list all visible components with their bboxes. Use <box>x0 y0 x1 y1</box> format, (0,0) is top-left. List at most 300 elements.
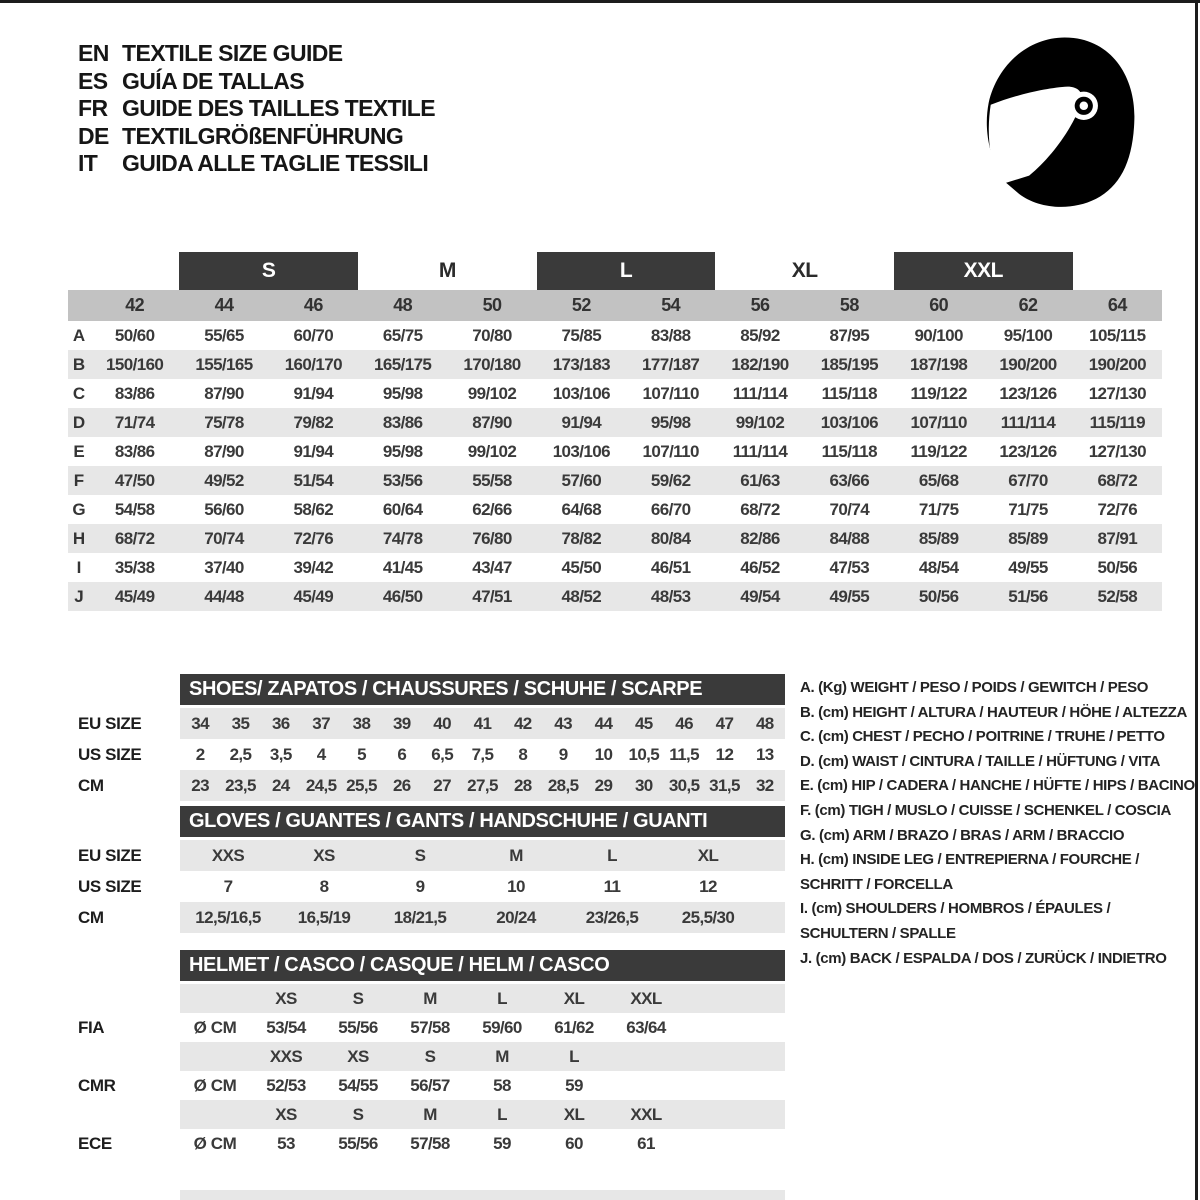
table-cell: 25,5/30 <box>681 907 735 927</box>
label-spacer <box>78 984 180 1013</box>
table-cell: 173/183 <box>552 354 610 374</box>
table-cell: 44/48 <box>204 586 244 606</box>
table-cell: 60/70 <box>293 325 334 345</box>
fia-sizes-row <box>78 984 785 1013</box>
table-cell: 72/76 <box>293 528 334 548</box>
table-cell: 12 <box>699 876 717 896</box>
table-cell: 44 <box>594 713 613 733</box>
table-cell: 150/160 <box>106 354 164 374</box>
row-label: D <box>72 412 86 432</box>
table-cell: 48 <box>393 295 413 315</box>
lang-code: EN <box>78 40 109 67</box>
table-cell: 47/50 <box>114 470 155 490</box>
table-row-e <box>68 437 1162 466</box>
shoes-header-row <box>78 674 785 708</box>
table-cell: 54 <box>661 295 681 315</box>
eu-size-label: EU SIZE <box>78 713 142 733</box>
table-cell: 83/86 <box>114 441 155 461</box>
table-cell: XXS <box>269 1046 303 1066</box>
size-group-cells <box>90 252 1162 290</box>
table-cell: L <box>497 988 507 1008</box>
table-cell: XL <box>563 988 585 1008</box>
table-cell: 70/74 <box>204 528 244 548</box>
table-cell: 49/55 <box>829 586 870 606</box>
table-cell: 61/63 <box>740 470 780 490</box>
table-cell: 160/170 <box>284 354 342 374</box>
table-cell: 82/86 <box>740 528 780 548</box>
row-label: A <box>72 325 86 345</box>
table-cell: 4 <box>316 744 326 764</box>
table-cell: M <box>495 1046 509 1066</box>
table-cell: 182/190 <box>731 354 789 374</box>
table-cell: S <box>352 1104 364 1124</box>
table-cell: 70/74 <box>829 499 870 519</box>
table-cell: 115/118 <box>821 383 878 403</box>
table-cell: 56/57 <box>410 1075 450 1095</box>
table-cell: H. (cm) INSIDE LEG / ENTREPIERNA / FOURCHE / <box>800 851 1140 869</box>
page-top-border <box>0 0 1200 3</box>
table-cell: 57/60 <box>561 470 602 490</box>
table-cell: 54/58 <box>114 499 155 519</box>
table-cell: 45 <box>634 713 653 733</box>
table-cell: 68/72 <box>114 528 155 548</box>
table-cell: 45/49 <box>114 586 155 606</box>
table-cell: SCHULTERN / SPALLE <box>800 924 956 942</box>
numeric-size-cells <box>90 290 1162 321</box>
table-cell: 56/60 <box>204 499 244 519</box>
table-cell: 85/89 <box>918 528 959 548</box>
table-cell: 79/82 <box>293 412 334 432</box>
table-cell: 63/64 <box>626 1017 666 1037</box>
table-cell: 41 <box>473 713 492 733</box>
table-cell: 6 <box>397 744 407 764</box>
table-cell: 99/102 <box>467 441 517 461</box>
table-cell: L <box>607 845 617 865</box>
table-cell: 51/54 <box>293 470 334 490</box>
table-cell: 57/58 <box>410 1133 450 1153</box>
table-cell: XS <box>347 1046 369 1066</box>
table-cell: M <box>423 1104 437 1124</box>
table-cell: 10 <box>594 744 613 764</box>
lang-code: FR <box>78 95 108 122</box>
table-cell: 103/106 <box>552 383 610 403</box>
table-cell: 64 <box>1107 295 1127 315</box>
table-cell: 52/53 <box>266 1075 306 1095</box>
table-cell: 105/115 <box>1089 325 1146 345</box>
table-cell: 50/60 <box>114 325 155 345</box>
table-cell: 99/102 <box>467 383 517 403</box>
table-cell: 87/90 <box>204 383 244 403</box>
table-cell: F. (cm) TIGH / MUSLO / CUISSE / SCHENKEL / COSCIA <box>800 801 1171 819</box>
page-title-fr: GUIDE DES TAILLES TEXTILE <box>122 95 435 122</box>
table-cell: 9 <box>415 876 425 896</box>
table-row-a <box>68 321 1162 350</box>
ece-label: ECE <box>78 1133 112 1153</box>
table-cell: 18/21,5 <box>393 907 447 927</box>
helmet-title-bar: HELMET / CASCO / CASQUE / HELM / CASCO <box>180 950 785 981</box>
label-spacer <box>78 806 180 840</box>
table-cell: 43 <box>554 713 573 733</box>
table-cell: 62/66 <box>472 499 512 519</box>
table-cell: S <box>424 1046 436 1066</box>
size-group-xxl: XXL <box>894 252 1073 290</box>
table-cell: 190/200 <box>1088 354 1146 374</box>
shoes-title-bar: SHOES/ ZAPATOS / CHAUSSURES / SCHUHE / SCARPE <box>180 674 785 705</box>
table-cell: 29 <box>594 775 613 795</box>
table-cell: 107/110 <box>642 441 699 461</box>
gloves-header-row <box>78 806 785 840</box>
eu-size-label: EU SIZE <box>78 845 142 865</box>
table-cell: 46/50 <box>382 586 423 606</box>
table-cell: 53/56 <box>382 470 423 490</box>
lang-row-fr <box>78 95 435 123</box>
table-cell: 36 <box>271 713 290 733</box>
cmr-sizes-row <box>78 1042 785 1071</box>
table-cell: 61/62 <box>554 1017 594 1037</box>
row-label: J <box>74 586 84 606</box>
row-label: G <box>72 499 86 519</box>
table-cell: 43/47 <box>472 557 512 577</box>
table-cell: 155/165 <box>195 354 253 374</box>
table-cell: 75/78 <box>204 412 244 432</box>
table-cell: S <box>414 845 426 865</box>
table-cell: 46 <box>675 713 694 733</box>
table-cell: G. (cm) ARM / BRAZO / BRAS / ARM / BRACCIO <box>800 826 1125 844</box>
table-cell: 10 <box>507 876 525 896</box>
table-cell: XL <box>697 845 719 865</box>
table-cell: 87/95 <box>829 325 870 345</box>
table-cell: 8 <box>319 876 329 896</box>
table-cell: 95/98 <box>382 441 423 461</box>
row-label: H <box>72 528 86 548</box>
table-cell: 59/62 <box>650 470 691 490</box>
table-cell: 39/42 <box>293 557 334 577</box>
table-cell: 3,5 <box>269 744 292 764</box>
table-cell: 37/40 <box>204 557 244 577</box>
table-cell: 27 <box>433 775 452 795</box>
table-cell: 60 <box>565 1133 583 1153</box>
table-cell: 48/52 <box>561 586 602 606</box>
table-cell: 67/70 <box>1008 470 1048 490</box>
table-cell: 11 <box>603 876 621 896</box>
table-cell: 28,5 <box>547 775 579 795</box>
table-cell: 58 <box>493 1075 511 1095</box>
table-cell: 65/68 <box>918 470 959 490</box>
table-cell: 47/51 <box>472 586 512 606</box>
table-cell: 53/54 <box>266 1017 306 1037</box>
table-cell: 74/78 <box>382 528 423 548</box>
table-cell: 44 <box>214 295 234 315</box>
label-spacer <box>78 1100 180 1129</box>
page-title-de: TEXTILGRÖßENFÜHRUNG <box>122 122 404 149</box>
table-cell: 53 <box>277 1133 295 1153</box>
table-cell: L <box>569 1046 579 1066</box>
table-cell: 111/114 <box>732 383 788 403</box>
row-label-spacer <box>68 252 90 290</box>
table-cell: XS <box>313 845 335 865</box>
table-cell: 47 <box>715 713 734 733</box>
table-cell: 64/68 <box>561 499 602 519</box>
table-cell: 52 <box>571 295 591 315</box>
table-cell: 91/94 <box>293 383 334 403</box>
row-label: E <box>73 441 85 461</box>
table-cell: 10,5 <box>628 744 660 764</box>
table-cell: 12 <box>715 744 734 764</box>
table-cell: 185/195 <box>820 354 878 374</box>
table-cell: 59/60 <box>482 1017 522 1037</box>
table-cell: 24 <box>271 775 290 795</box>
table-cell: 20/24 <box>496 907 536 927</box>
table-cell: 111/114 <box>732 441 788 461</box>
table-cell: 76/80 <box>472 528 512 548</box>
table-cell: 30 <box>634 775 653 795</box>
table-cell: 56 <box>750 295 770 315</box>
table-cell: XS <box>275 1104 297 1124</box>
table-cell: 55/56 <box>338 1133 378 1153</box>
table-cell: 165/175 <box>374 354 432 374</box>
table-row-c <box>68 379 1162 408</box>
table-cell: 2,5 <box>229 744 252 764</box>
table-cell: 99/102 <box>735 412 785 432</box>
table-cell: 35/38 <box>114 557 155 577</box>
gloves-eu-row <box>78 840 785 871</box>
table-cell: XXS <box>211 845 245 865</box>
table-cell: 52/58 <box>1097 586 1138 606</box>
table-cell: 42 <box>513 713 532 733</box>
table-cell: 87/91 <box>1097 528 1138 548</box>
table-cell: 68/72 <box>1097 470 1138 490</box>
table-cell: 115/119 <box>1089 412 1146 432</box>
table-cell: 80/84 <box>650 528 691 548</box>
diameter-cm-label: Ø CM <box>193 1075 237 1095</box>
table-cell: 83/86 <box>114 383 155 403</box>
page-right-border <box>1195 0 1198 1200</box>
language-title-block <box>78 40 435 178</box>
table-cell: 30,5 <box>668 775 700 795</box>
table-cell: 13 <box>755 744 774 764</box>
table-cell: 83/88 <box>650 325 691 345</box>
table-cell: 32 <box>755 775 774 795</box>
table-cell: 59 <box>493 1133 511 1153</box>
table-cell: 48/53 <box>650 586 691 606</box>
table-cell: 27,5 <box>467 775 498 795</box>
table-cell: 23 <box>191 775 210 795</box>
table-cell: 90/100 <box>914 325 963 345</box>
table-cell: 71/75 <box>1008 499 1048 519</box>
page-title-it: GUIDA ALLE TAGLIE TESSILI <box>122 150 429 177</box>
row-label: B <box>72 354 86 374</box>
table-cell: B. (cm) HEIGHT / ALTURA / HAUTEUR / HÖHE / ALTEZZA <box>800 703 1187 721</box>
table-cell: 127/130 <box>1088 441 1146 461</box>
page-title-es: GUÍA DE TALLAS <box>122 67 304 94</box>
gloves-cm-row <box>78 902 785 933</box>
table-cell: 50 <box>482 295 502 315</box>
table-cell: 103/106 <box>552 441 610 461</box>
table-cell: 78/82 <box>561 528 602 548</box>
shoes-cm-row <box>78 770 785 801</box>
us-size-label: US SIZE <box>78 876 142 896</box>
table-cell: M <box>509 845 523 865</box>
table-cell: 41/45 <box>382 557 423 577</box>
table-cell: 60/64 <box>382 499 423 519</box>
measurement-legend <box>800 676 1200 971</box>
table-cell: I. (cm) SHOULDERS / HOMBROS / ÉPAULES / <box>800 900 1111 918</box>
table-cell: 58/62 <box>293 499 334 519</box>
table-cell: 62 <box>1018 295 1038 315</box>
table-cell: 84/88 <box>829 528 870 548</box>
table-cell: 50/56 <box>1097 557 1138 577</box>
table-cell: 87/90 <box>472 412 512 432</box>
cropped-row-strip <box>180 1190 785 1200</box>
table-cell: L <box>497 1104 507 1124</box>
table-cell: 95/100 <box>1003 325 1053 345</box>
table-cell: 9 <box>558 744 568 764</box>
table-cell: 58 <box>839 295 859 315</box>
table-cell: 55/65 <box>204 325 244 345</box>
shoes-eu-row <box>78 708 785 739</box>
table-cell: 40 <box>433 713 452 733</box>
table-cell: 48 <box>755 713 774 733</box>
ece-values-row <box>78 1129 785 1158</box>
table-cell: 49/55 <box>1008 557 1048 577</box>
table-cell: 63/66 <box>829 470 870 490</box>
table-cell: 75/85 <box>561 325 602 345</box>
table-cell: 119/122 <box>910 441 967 461</box>
table-cell: 60 <box>929 295 949 315</box>
ece-sizes-row <box>78 1100 785 1129</box>
numeric-size-header-row <box>68 290 1162 321</box>
table-cell: 123/126 <box>999 441 1057 461</box>
table-cell: 6,5 <box>431 744 454 764</box>
table-row-g <box>68 495 1162 524</box>
table-cell: 177/187 <box>642 354 700 374</box>
table-cell: 111/114 <box>1000 412 1056 432</box>
table-cell: 59 <box>565 1075 583 1095</box>
lang-code: ES <box>78 67 108 94</box>
label-spacer <box>78 674 180 708</box>
lang-code: IT <box>78 150 98 177</box>
lang-row-en <box>78 40 435 68</box>
size-group-l: L <box>537 252 716 290</box>
table-cell: XL <box>563 1104 585 1124</box>
us-size-label: US SIZE <box>78 744 142 764</box>
table-cell: 71/74 <box>114 412 155 432</box>
table-cell: 46/51 <box>650 557 691 577</box>
table-cell: 5 <box>357 744 366 764</box>
table-cell: 37 <box>312 713 331 733</box>
table-cell: 12,5/16,5 <box>195 907 261 927</box>
shoes-us-row <box>78 739 785 770</box>
table-cell: 55/56 <box>338 1017 378 1037</box>
table-cell: 28 <box>513 775 532 795</box>
table-cell: XS <box>275 988 297 1008</box>
gloves-title-bar: GLOVES / GUANTES / GANTS / HANDSCHUHE / GUANTI <box>180 806 785 837</box>
table-cell: 51/56 <box>1008 586 1048 606</box>
table-cell: M <box>423 988 437 1008</box>
table-cell: 39 <box>392 713 411 733</box>
cm-label: CM <box>78 907 104 927</box>
table-row-d <box>68 408 1162 437</box>
table-cell: 123/126 <box>999 383 1057 403</box>
size-group-xl: XL <box>791 259 818 282</box>
table-cell: 95/98 <box>382 383 423 403</box>
diameter-cm-label: Ø CM <box>193 1133 237 1153</box>
table-cell: 91/94 <box>561 412 602 432</box>
table-cell: 45/49 <box>293 586 334 606</box>
row-label: I <box>76 557 82 577</box>
helmet-header-row <box>78 950 785 984</box>
page-title: TEXTILE SIZE GUIDE <box>122 40 343 67</box>
table-cell: 35 <box>231 713 250 733</box>
table-cell: 61 <box>637 1133 655 1153</box>
table-cell: 127/130 <box>1088 383 1146 403</box>
table-cell: 107/110 <box>642 383 699 403</box>
table-cell: 23/26,5 <box>585 907 639 927</box>
table-cell: 85/89 <box>1008 528 1048 548</box>
table-cell: 31,5 <box>709 775 740 795</box>
table-cell: 71/75 <box>918 499 959 519</box>
cmr-values-row <box>78 1071 785 1100</box>
table-cell: 23,5 <box>225 775 256 795</box>
table-row-f <box>68 466 1162 495</box>
table-cell: D. (cm) WAIST / CINTURA / TAILLE / HÜFTUNG / VITA <box>800 752 1161 770</box>
table-cell: 115/118 <box>821 441 878 461</box>
table-row-b <box>68 350 1162 379</box>
table-cell: A. (Kg) WEIGHT / PESO / POIDS / GEWITCH / PESO <box>800 679 1149 696</box>
textile-size-table <box>68 252 1162 611</box>
diameter-cm-label: Ø CM <box>193 1017 237 1037</box>
table-cell: E. (cm) HIP / CADERA / HANCHE / HÜFTE / HIPS / BACINO <box>800 777 1195 795</box>
fia-label: FIA <box>78 1017 105 1037</box>
table-cell: 45/50 <box>561 557 602 577</box>
lang-row-es <box>78 68 435 96</box>
table-cell: J. (cm) BACK / ESPALDA / DOS / ZURÜCK / INDIETRO <box>800 949 1167 967</box>
table-cell: 46/52 <box>740 557 780 577</box>
table-cell: 103/106 <box>820 412 878 432</box>
table-cell: 170/180 <box>463 354 521 374</box>
table-cell: 11,5 <box>669 744 700 764</box>
table-cell: 55/58 <box>472 470 512 490</box>
table-cell: 49/52 <box>204 470 244 490</box>
label-spacer <box>78 1042 180 1071</box>
table-cell: 190/200 <box>999 354 1057 374</box>
label-spacer <box>78 950 180 984</box>
table-cell: 38 <box>352 713 371 733</box>
lang-row-it <box>78 150 435 178</box>
table-cell: 72/76 <box>1097 499 1138 519</box>
racing-helmet-icon <box>980 36 1138 208</box>
table-cell: 46 <box>303 295 323 315</box>
table-cell: 65/75 <box>382 325 423 345</box>
table-cell: 66/70 <box>650 499 691 519</box>
lang-code: DE <box>78 122 109 149</box>
table-cell: 68/72 <box>740 499 780 519</box>
size-group-s: S <box>179 252 358 290</box>
table-cell: C. (cm) CHEST / PECHO / POITRINE / TRUHE / PETTO <box>800 728 1165 746</box>
table-cell: XXL <box>630 988 662 1008</box>
size-group-header-row <box>68 252 1162 290</box>
table-cell: 187/198 <box>910 354 968 374</box>
fia-values-row <box>78 1013 785 1042</box>
gloves-us-row <box>78 871 785 902</box>
table-cell: 2 <box>195 744 205 764</box>
table-cell: 70/80 <box>472 325 512 345</box>
size-group-m: M <box>438 259 456 282</box>
table-cell: 16,5/19 <box>297 907 351 927</box>
table-cell: 54/55 <box>338 1075 378 1095</box>
table-row-j <box>68 582 1162 611</box>
table-cell: 8 <box>518 744 528 764</box>
